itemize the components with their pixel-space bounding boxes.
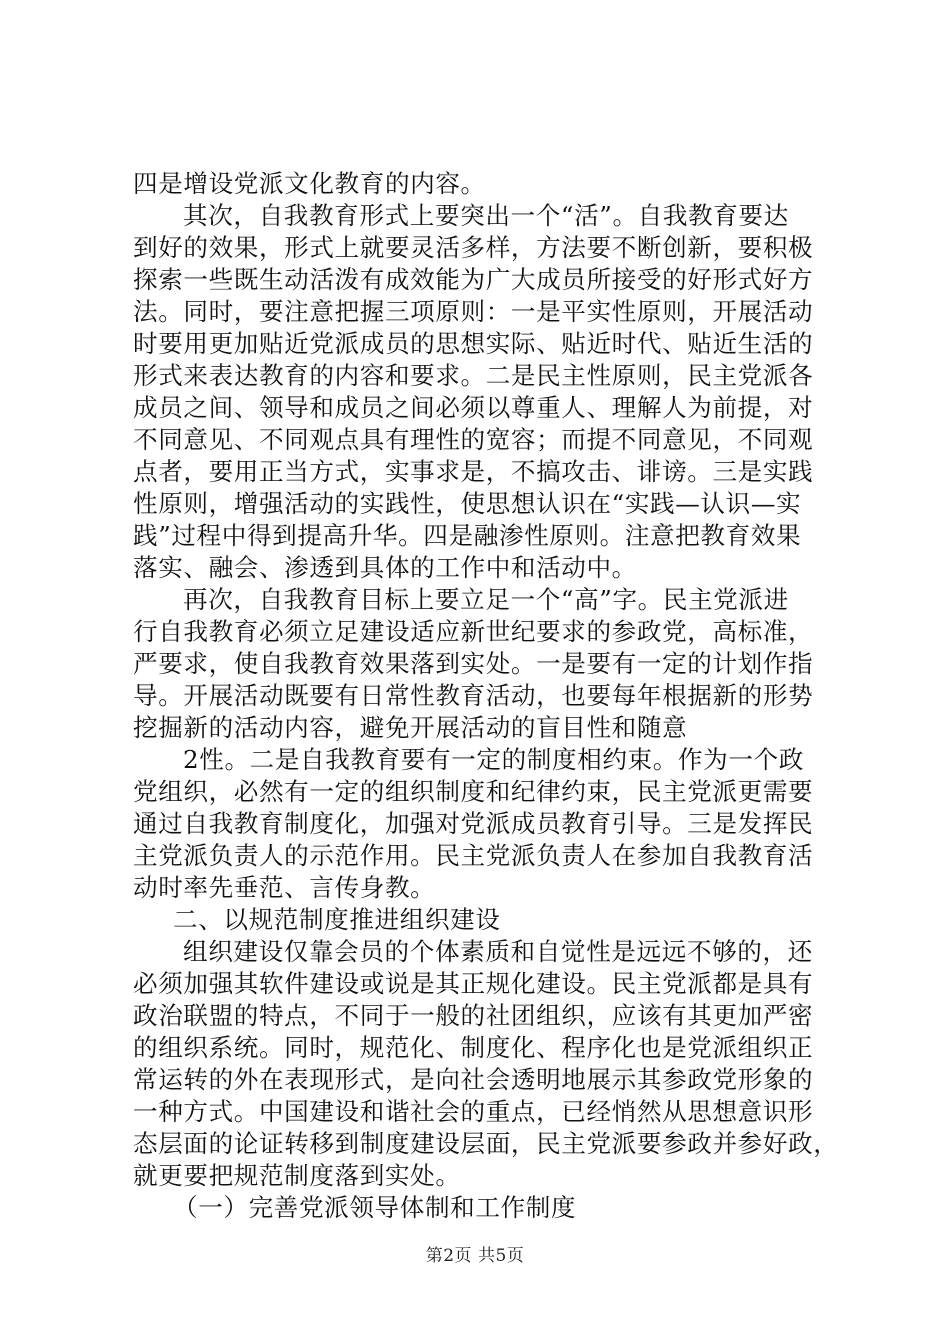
text-line: 成员之间、领导和成员之间必须以尊重人、理解人为前提，对 [133,393,814,422]
paragraph-first-line: 再次，自我教育目标上要立足一个“高”字。民主党派进 [183,585,789,614]
text-line: 四是增设党派文化教育的内容。 [133,169,486,198]
text-line: 行自我教育必须立足建设适应新世纪要求的参政党，高标准， [133,617,814,646]
text-line: 探索一些既生动活泼有成效能为广大成员所接受的好形式好方 [133,265,814,294]
text-line: 到好的效果，形式上就要灵活多样，方法要不断创新，要积极 [133,233,814,262]
text-line: 一种方式。中国建设和谐社会的重点，已经悄然从思想意识形 [133,1097,814,1126]
paragraph-first-line: 其次，自我教育形式上要突出一个“活”。自我教育要达 [183,201,789,230]
text-line: 常运转的外在表现形式，是向社会透明地展示其参政党形象的 [133,1065,814,1094]
text-line: 挖掘新的活动内容，避免开展活动的盲目性和随意 [133,713,688,742]
text-line: 严要求，使自我教育效果落到实处。一是要有一定的计划作指 [133,649,814,678]
text-line: 不同意见、不同观点具有理性的宽容；而提不同意见，不同观 [133,425,814,454]
text-line: 政治联盟的特点，不同于一般的社团组织，应该有其更加严密 [133,1001,814,1030]
text-line: 形式来表达教育的内容和要求。二是民主性原则，民主党派各 [133,361,814,390]
text-line: 必须加强其软件建设或说是其正规化建设。民主党派都是具有 [133,969,814,998]
page-number-footer: 第2页 共5页 [425,1246,525,1266]
text-line: 就更要把规范制度落到实处。 [133,1161,461,1190]
text-line: 党组织，必然有一定的组织制度和纪律约束，民主党派更需要 [133,777,814,806]
section-heading: 二、以规范制度推进组织建设 [173,905,501,934]
text-line: 点者，要用正当方式，实事求是，不搞攻击、诽谤。三是实践 [133,457,814,486]
text-line: 性原则，增强活动的实践性，使思想认识在“实践—认识—实 [133,489,802,518]
paragraph-first-line: 组织建设仅靠会员的个体素质和自觉性是远远不够的，还 [183,937,813,966]
text-line: 时要用更加贴近党派成员的思想实际、贴近时代、贴近生活的 [133,329,814,358]
paragraph-first-line: 2性。二是自我教育要有一定的制度相约束。作为一个政 [183,745,804,774]
text-line: 导。开展活动既要有日常性教育活动，也要每年根据新的形势 [133,681,814,710]
text-line: 动时率先垂范、言传身教。 [133,873,436,902]
text-line: 主党派负责人的示范作用。民主党派负责人在参加自我教育活 [133,841,814,870]
subsection-heading: （一）完善党派领导体制和工作制度 [173,1193,577,1222]
document-body [133,168,839,1224]
text-line: 法。同时，要注意把握三项原则：一是平实性原则，开展活动 [133,297,814,326]
text-line: 践”过程中得到提高升华。四是融渗性原则。注意把教育效果 [133,521,802,550]
text-line: 落实、融会、渗透到具体的工作中和活动中。 [133,553,637,582]
text-line: 态层面的论证转移到制度建设层面，民主党派要参政并参好政， [133,1129,839,1158]
text-line: 的组织系统。同时，规范化、制度化、程序化也是党派组织正 [133,1033,814,1062]
text-line: 通过自我教育制度化，加强对党派成员教育引导。三是发挥民 [133,809,814,838]
